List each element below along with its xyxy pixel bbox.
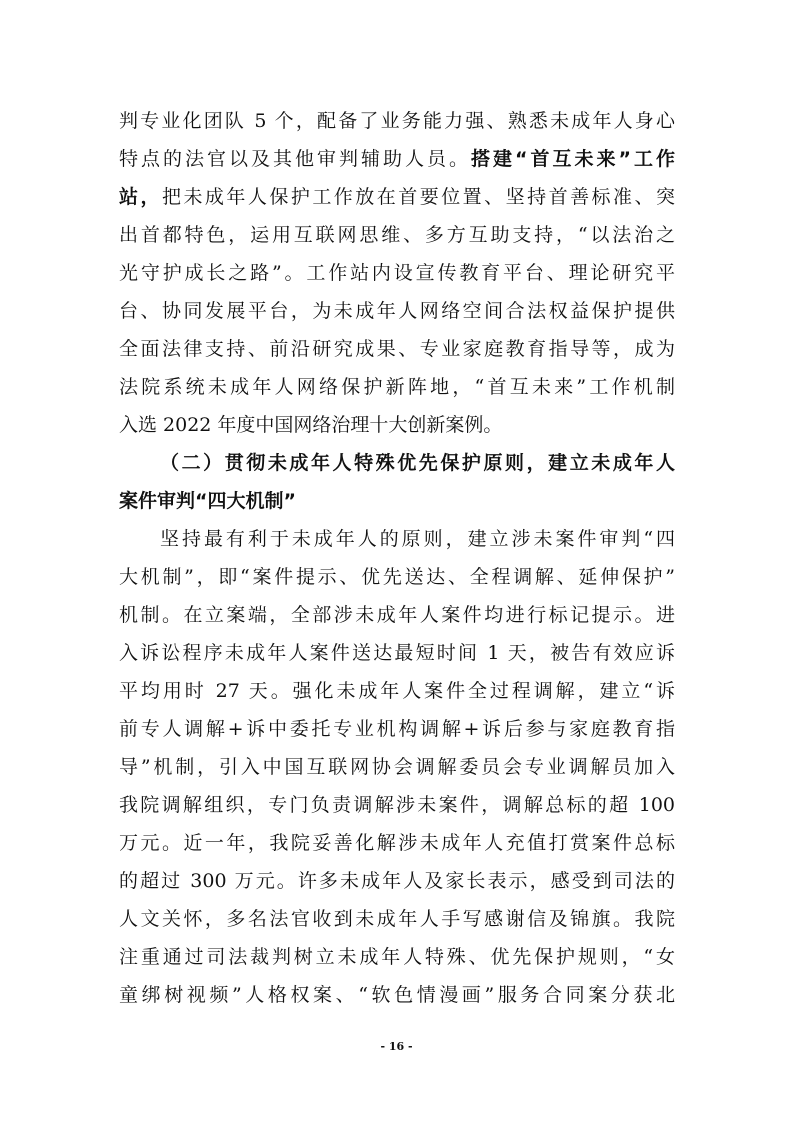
- text-line: [119, 786, 675, 824]
- text-line: [119, 824, 675, 862]
- text-line: [119, 216, 675, 254]
- text-span: 入选 2022 年度中国网络治理十大创新案例。: [119, 414, 503, 436]
- text-line: [119, 976, 675, 1014]
- text-span: 出首都特色，运用互联网思维、多方互助支持，“以法治之: [119, 224, 675, 246]
- text-line: [119, 748, 675, 786]
- text-span: 人文关怀，多名法官收到未成年人手写感谢信及锦旗。我院: [119, 908, 675, 930]
- text-span: 把未成年人保护工作放在首要位置、坚持首善标准、突: [161, 186, 675, 208]
- text-line: [119, 634, 675, 672]
- text-line: [160, 520, 675, 558]
- text-line: [119, 862, 675, 900]
- section-heading: [160, 444, 675, 482]
- text-span: 入诉讼程序未成年人案件送达最短时间 1 天，被告有效应诉: [119, 642, 675, 664]
- page-number: - 16 -: [380, 1040, 413, 1053]
- text-span: 导”机制，引入中国互联网协会调解委员会专业调解员加入: [119, 756, 675, 778]
- text-span: 机制。在立案端，全部涉未成年人案件均进行标记提示。进: [119, 604, 675, 626]
- heading-text: （二）贯彻未成年人特殊优先保护原则，建立未成年人: [160, 452, 675, 474]
- text-span: 台、协同发展平台，为未成年人网络空间合法权益保护提供: [119, 300, 675, 322]
- text-line: [119, 292, 675, 330]
- text-span: 光守护成长之路”。工作站内设宣传教育平台、理论研究平: [119, 262, 675, 284]
- section-heading: [119, 482, 675, 520]
- text-span: 全面法律支持、前沿研究成果、专业家庭教育指导等，成为: [119, 338, 675, 360]
- text-span: 注重通过司法裁判树立未成年人特殊、优先保护规则，“女: [119, 946, 675, 968]
- text-line: [119, 254, 675, 292]
- text-span: 法院系统未成年人网络保护新阵地，“首互未来”工作机制: [119, 376, 675, 398]
- text-line: [119, 330, 675, 368]
- text-line: [119, 368, 675, 406]
- text-line: [119, 710, 675, 748]
- text-span: 的超过 300 万元。许多未成年人及家长表示，感受到司法的: [119, 870, 675, 892]
- text-line: [119, 672, 675, 710]
- text-span: 坚持最有利于未成年人的原则，建立涉未案件审判“四: [160, 528, 675, 550]
- text-span: 我院调解组织，专门负责调解涉未案件，调解总标的超 100: [119, 794, 675, 816]
- text-span: 平均用时 27 天。强化未成年人案件全过程调解，建立“诉: [119, 680, 675, 702]
- text-line: [119, 102, 675, 140]
- text-span: 特点的法官以及其他审判辅助人员。: [119, 148, 472, 170]
- text-line: [119, 938, 675, 976]
- text-span: 大机制”，即“案件提示、优先送达、全程调解、延伸保护”: [119, 566, 675, 588]
- bold-text-span: 搭建“首互未来”工作: [471, 148, 675, 170]
- text-span: 万元。近一年，我院妥善化解涉未成年人充值打赏案件总标: [119, 832, 675, 854]
- text-span: 判专业化团队 5 个，配备了业务能力强、熟悉未成年人身心: [119, 110, 675, 132]
- text-line: [119, 178, 675, 216]
- text-line: [119, 406, 675, 444]
- heading-text: 案件审判“四大机制”: [119, 490, 296, 512]
- text-line: [119, 140, 675, 178]
- text-line: [119, 596, 675, 634]
- text-line: [119, 900, 675, 938]
- text-span: 童绑树视频”人格权案、“软色情漫画”服务合同案分获北: [119, 984, 675, 1006]
- bold-text-span: 站，: [119, 186, 162, 208]
- text-line: [119, 558, 675, 596]
- text-span: 前专人调解+诉中委托专业机构调解+诉后参与家庭教育指: [119, 718, 675, 740]
